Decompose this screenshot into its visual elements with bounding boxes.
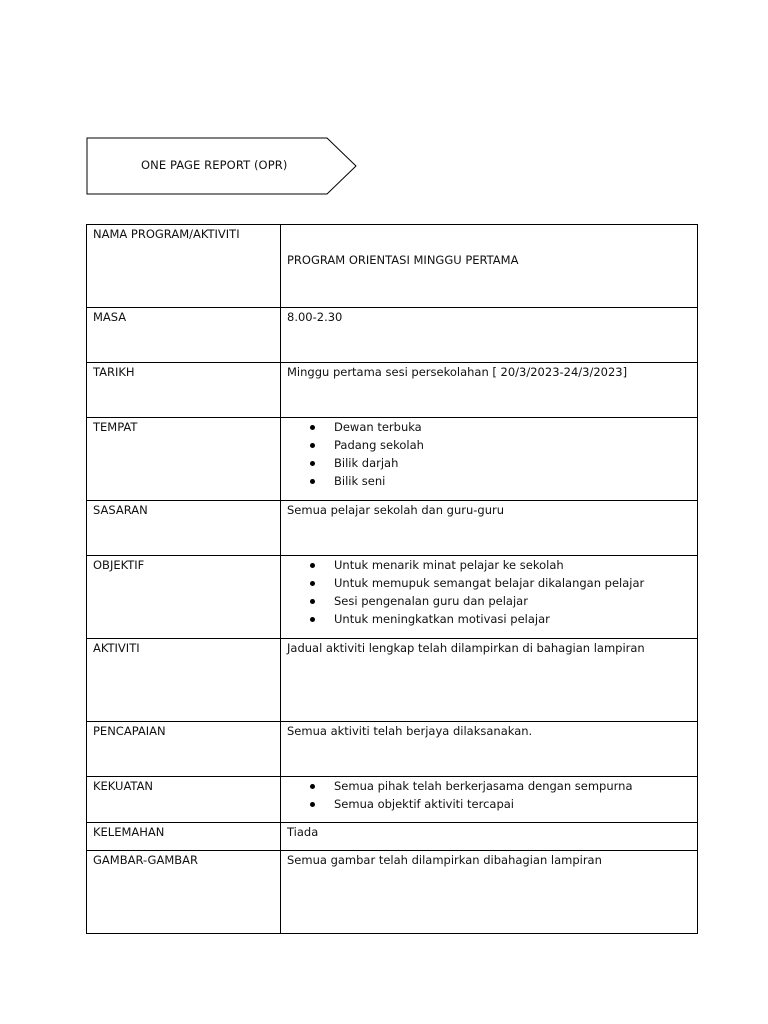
row-value: Semua aktiviti telah berjaya dilaksanakan.	[281, 722, 698, 777]
list-item: Bilik darjah	[287, 454, 691, 472]
row-value	[281, 777, 698, 823]
row-value: Minggu pertama sesi persekolahan [ 20/3/2023-24/3/2023]	[281, 363, 698, 418]
table-row	[87, 363, 698, 418]
program-name: PROGRAM ORIENTASI MINGGU PERTAMA	[287, 253, 519, 267]
report-title: ONE PAGE REPORT (OPR)	[141, 158, 288, 172]
table-row	[87, 556, 698, 639]
row-label: NAMA PROGRAM/AKTIVITI	[87, 225, 281, 308]
table-row	[87, 777, 698, 823]
row-label: TARIKH	[87, 363, 281, 418]
table-row	[87, 225, 698, 308]
row-label: AKTIVITI	[87, 639, 281, 722]
row-value: Semua pelajar sekolah dan guru-guru	[281, 501, 698, 556]
bullet-list	[287, 556, 691, 628]
list-item: Untuk menarik minat pelajar ke sekolah	[287, 556, 691, 574]
row-value	[281, 225, 698, 308]
bullet-list	[287, 418, 691, 490]
row-value: 8.00-2.30	[281, 308, 698, 363]
list-item: Semua objektif aktiviti tercapai	[287, 795, 691, 813]
table-row	[87, 418, 698, 501]
row-label: SASARAN	[87, 501, 281, 556]
list-item: Padang sekolah	[287, 436, 691, 454]
row-label: OBJEKTIF	[87, 556, 281, 639]
row-value: Tiada	[281, 823, 698, 851]
list-item: Sesi pengenalan guru dan pelajar	[287, 592, 691, 610]
row-value	[281, 556, 698, 639]
row-label: PENCAPAIAN	[87, 722, 281, 777]
list-item: Untuk memupuk semangat belajar dikalangan pelajar	[287, 574, 691, 592]
report-table	[86, 224, 698, 934]
table-row	[87, 851, 698, 934]
report-title-banner	[86, 137, 358, 195]
row-value: Semua gambar telah dilampirkan dibahagian lampiran	[281, 851, 698, 934]
list-item: Dewan terbuka	[287, 418, 691, 436]
row-label: TEMPAT	[87, 418, 281, 501]
table-row	[87, 501, 698, 556]
table-row	[87, 639, 698, 722]
table-row	[87, 722, 698, 777]
row-label: MASA	[87, 308, 281, 363]
row-value	[281, 418, 698, 501]
row-label: KEKUATAN	[87, 777, 281, 823]
row-label: KELEMAHAN	[87, 823, 281, 851]
list-item: Semua pihak telah berkerjasama dengan sempurna	[287, 777, 691, 795]
row-label: GAMBAR-GAMBAR	[87, 851, 281, 934]
list-item: Bilik seni	[287, 472, 691, 490]
table-row	[87, 308, 698, 363]
table-row	[87, 823, 698, 851]
list-item: Untuk meningkatkan motivasi pelajar	[287, 610, 691, 628]
row-value: Jadual aktiviti lengkap telah dilampirkan di bahagian lampiran	[281, 639, 698, 722]
bullet-list	[287, 777, 691, 813]
